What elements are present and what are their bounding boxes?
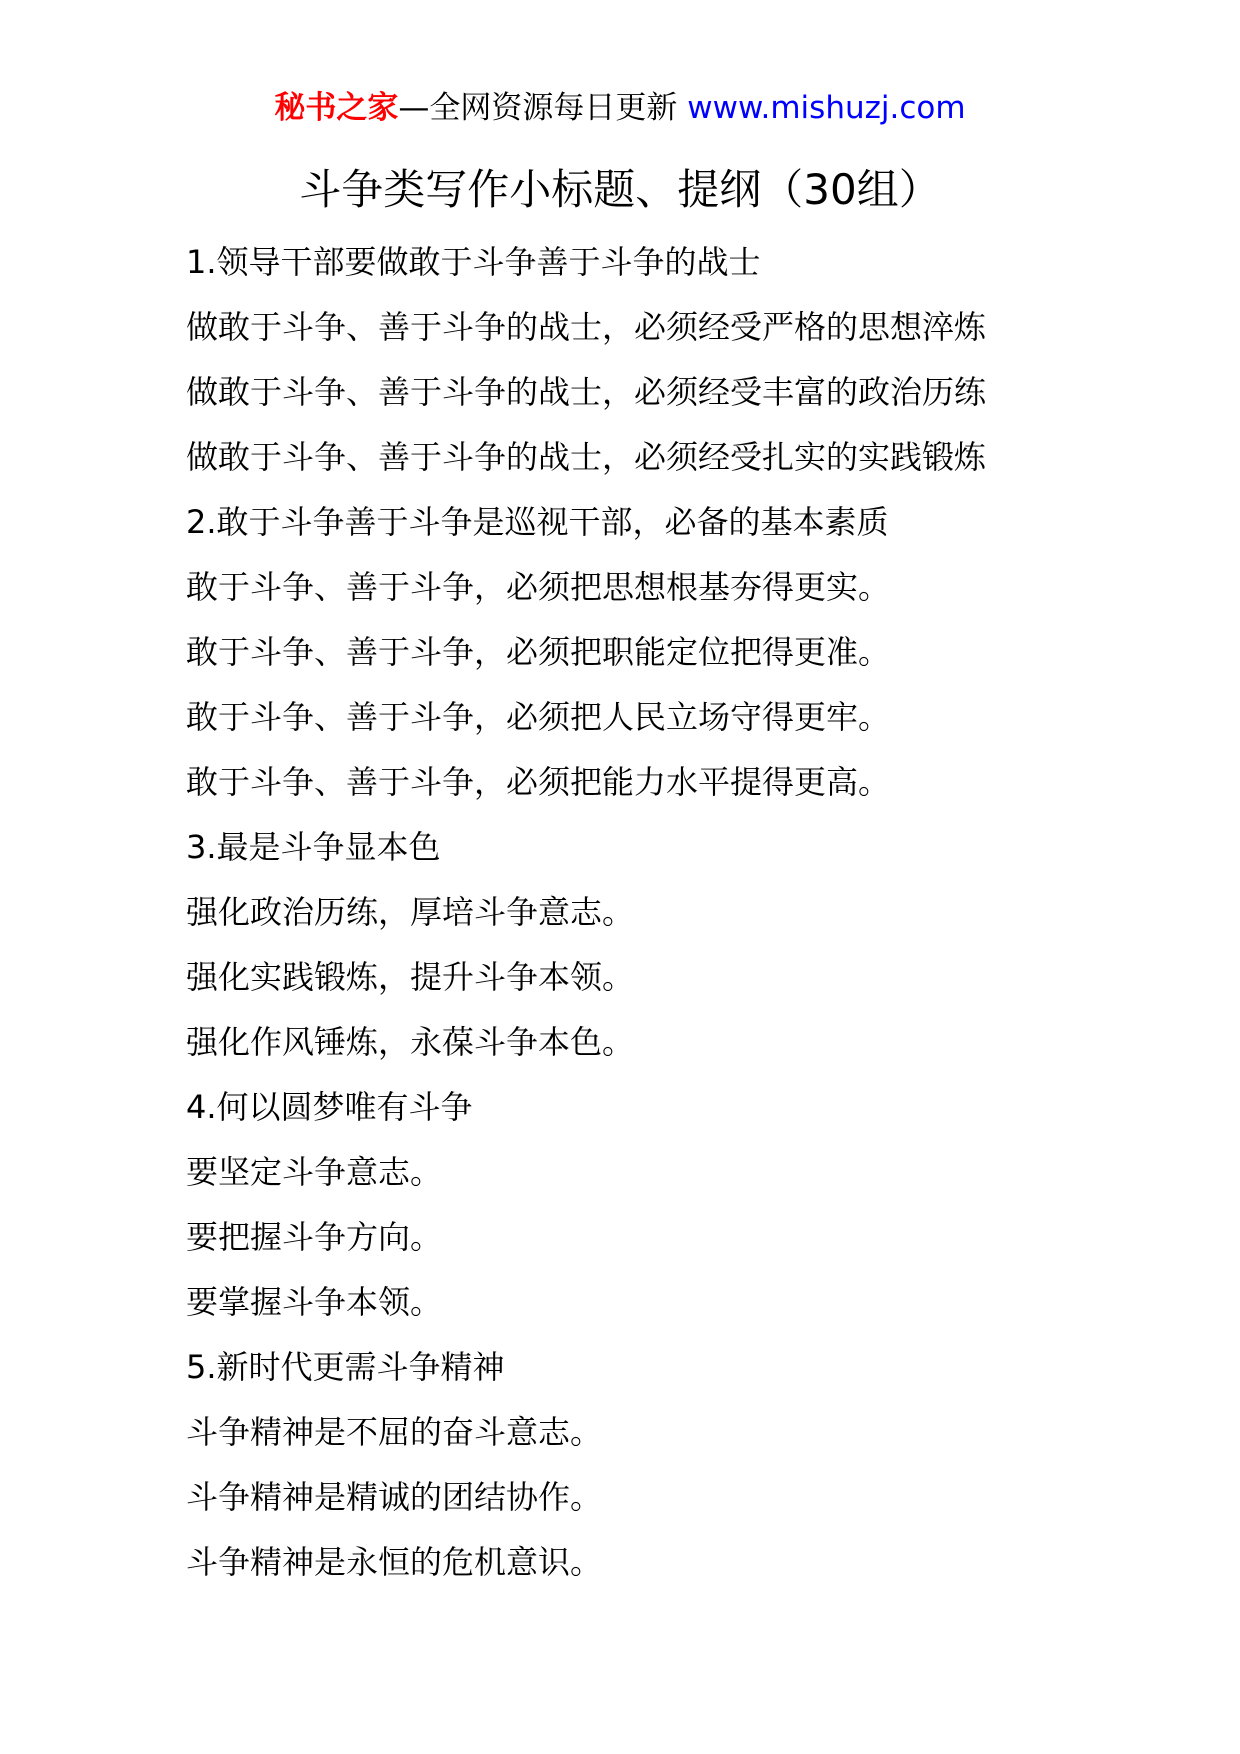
heading-4: 4.何以圆梦唯有斗争 (186, 1088, 473, 1126)
paragraph-line: 敢于斗争、善于斗争，必须把人民立场守得更牢。 (186, 698, 891, 736)
site-header (0, 86, 1240, 130)
paragraph-line: 斗争精神是不屈的奋斗意志。 (186, 1413, 603, 1451)
paragraph-line: 做敢于斗争、善于斗争的战士，必须经受丰富的政治历练 (186, 373, 987, 411)
paragraph-line: 强化作风锤炼，永葆斗争本色。 (186, 1023, 635, 1061)
document-body (186, 235, 1186, 1600)
paragraph-line: 强化实践锻炼，提升斗争本领。 (186, 958, 635, 996)
paragraph-line: 敢于斗争、善于斗争，必须把思想根基夯得更实。 (186, 568, 891, 606)
paragraph-line: 要把握斗争方向。 (186, 1218, 443, 1256)
paragraph-line: 斗争精神是精诚的团结协作。 (186, 1478, 603, 1516)
paragraph-line: 斗争精神是永恒的危机意识。 (186, 1543, 603, 1581)
heading-2: 2.敢于斗争善于斗争是巡视干部，必备的基本素质 (186, 503, 889, 541)
brand-name: 秘书之家 (274, 90, 399, 126)
paragraph-line: 敢于斗争、善于斗争，必须把能力水平提得更高。 (186, 763, 891, 801)
site-url-link[interactable]: www.mishuzj.com (687, 90, 966, 126)
heading-1: 1.领导干部要做敢于斗争善于斗争的战士 (186, 243, 761, 281)
site-tagline: —全网资源每日更新 (398, 90, 678, 126)
paragraph-line: 要坚定斗争意志。 (186, 1153, 443, 1191)
heading-5: 5.新时代更需斗争精神 (186, 1348, 505, 1386)
paragraph-line: 敢于斗争、善于斗争，必须把职能定位把得更准。 (186, 633, 891, 671)
paragraph-line: 要掌握斗争本领。 (186, 1283, 443, 1321)
paragraph-line: 强化政治历练，厚培斗争意志。 (186, 893, 635, 931)
paragraph-line: 做敢于斗争、善于斗争的战士，必须经受严格的思想淬炼 (186, 308, 987, 346)
paragraph-line: 做敢于斗争、善于斗争的战士，必须经受扎实的实践锻炼 (186, 438, 987, 476)
document-title: 斗争类写作小标题、提纲（30组） (299, 165, 941, 214)
heading-3: 3.最是斗争显本色 (186, 828, 441, 866)
